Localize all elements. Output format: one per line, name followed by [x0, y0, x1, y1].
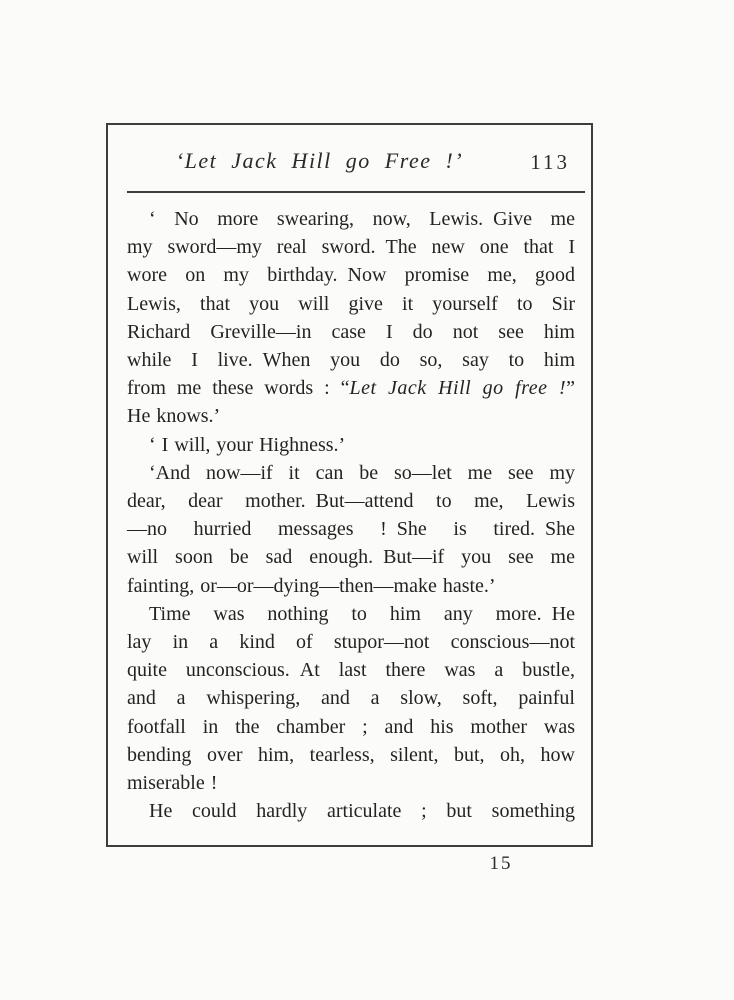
text-line: ‘ I will, your Highness.’	[149, 433, 346, 456]
text-line: will soon be sad enough. But—if you see me	[127, 546, 575, 569]
page-border-frame	[106, 123, 593, 847]
text-segment: ”	[566, 377, 576, 400]
text-segment: from me these words : “	[127, 377, 350, 400]
body-text-block	[127, 205, 575, 825]
text-line: footfall in the chamber ; and his mother was	[127, 715, 575, 738]
text-line: bending over him, tearless, silent, but, oh, how	[127, 743, 575, 766]
text-line: lay in a kind of stupor—not conscious—not	[127, 631, 575, 654]
text-line: He knows.’	[127, 405, 221, 428]
text-line	[127, 374, 575, 402]
text-line: He could hardly articulate ; but something	[149, 800, 575, 823]
text-line: dear, dear mother. But—attend to me, Lewis	[127, 490, 575, 513]
text-line: Lewis, that you will give it yourself to Sir	[127, 292, 575, 315]
text-line: ‘And now—if it can be so—let me see my	[149, 461, 575, 484]
signature-mark: 15	[489, 853, 513, 874]
italic-quote-segment: Let Jack Hill go free !	[349, 377, 567, 400]
text-line: and a whispering, and a slow, soft, painful	[127, 687, 575, 710]
text-line: my sword—my real sword. The new one that I	[127, 236, 575, 259]
text-line: ‘ No more swearing, now, Lewis. Give me	[149, 208, 575, 230]
text-line: wore on my birthday. Now promise me, good	[127, 264, 575, 287]
header-rule	[127, 191, 585, 193]
text-line: —no hurried messages ! She is tired. She	[127, 518, 575, 541]
text-line: Time was nothing to him any more. He	[149, 602, 575, 625]
text-line: Richard Greville—in case I do not see him	[127, 320, 575, 343]
text-line: miserable !	[127, 772, 218, 795]
text-line: fainting, or—or—dying—then—make haste.’	[127, 574, 496, 597]
text-line: quite unconscious. At last there was a bustle,	[127, 659, 575, 682]
page-number: 113	[530, 150, 570, 174]
running-header-title: ‘Let Jack Hill go Free !’	[175, 148, 464, 173]
text-line: while I live. When you do so, say to him	[127, 349, 575, 372]
